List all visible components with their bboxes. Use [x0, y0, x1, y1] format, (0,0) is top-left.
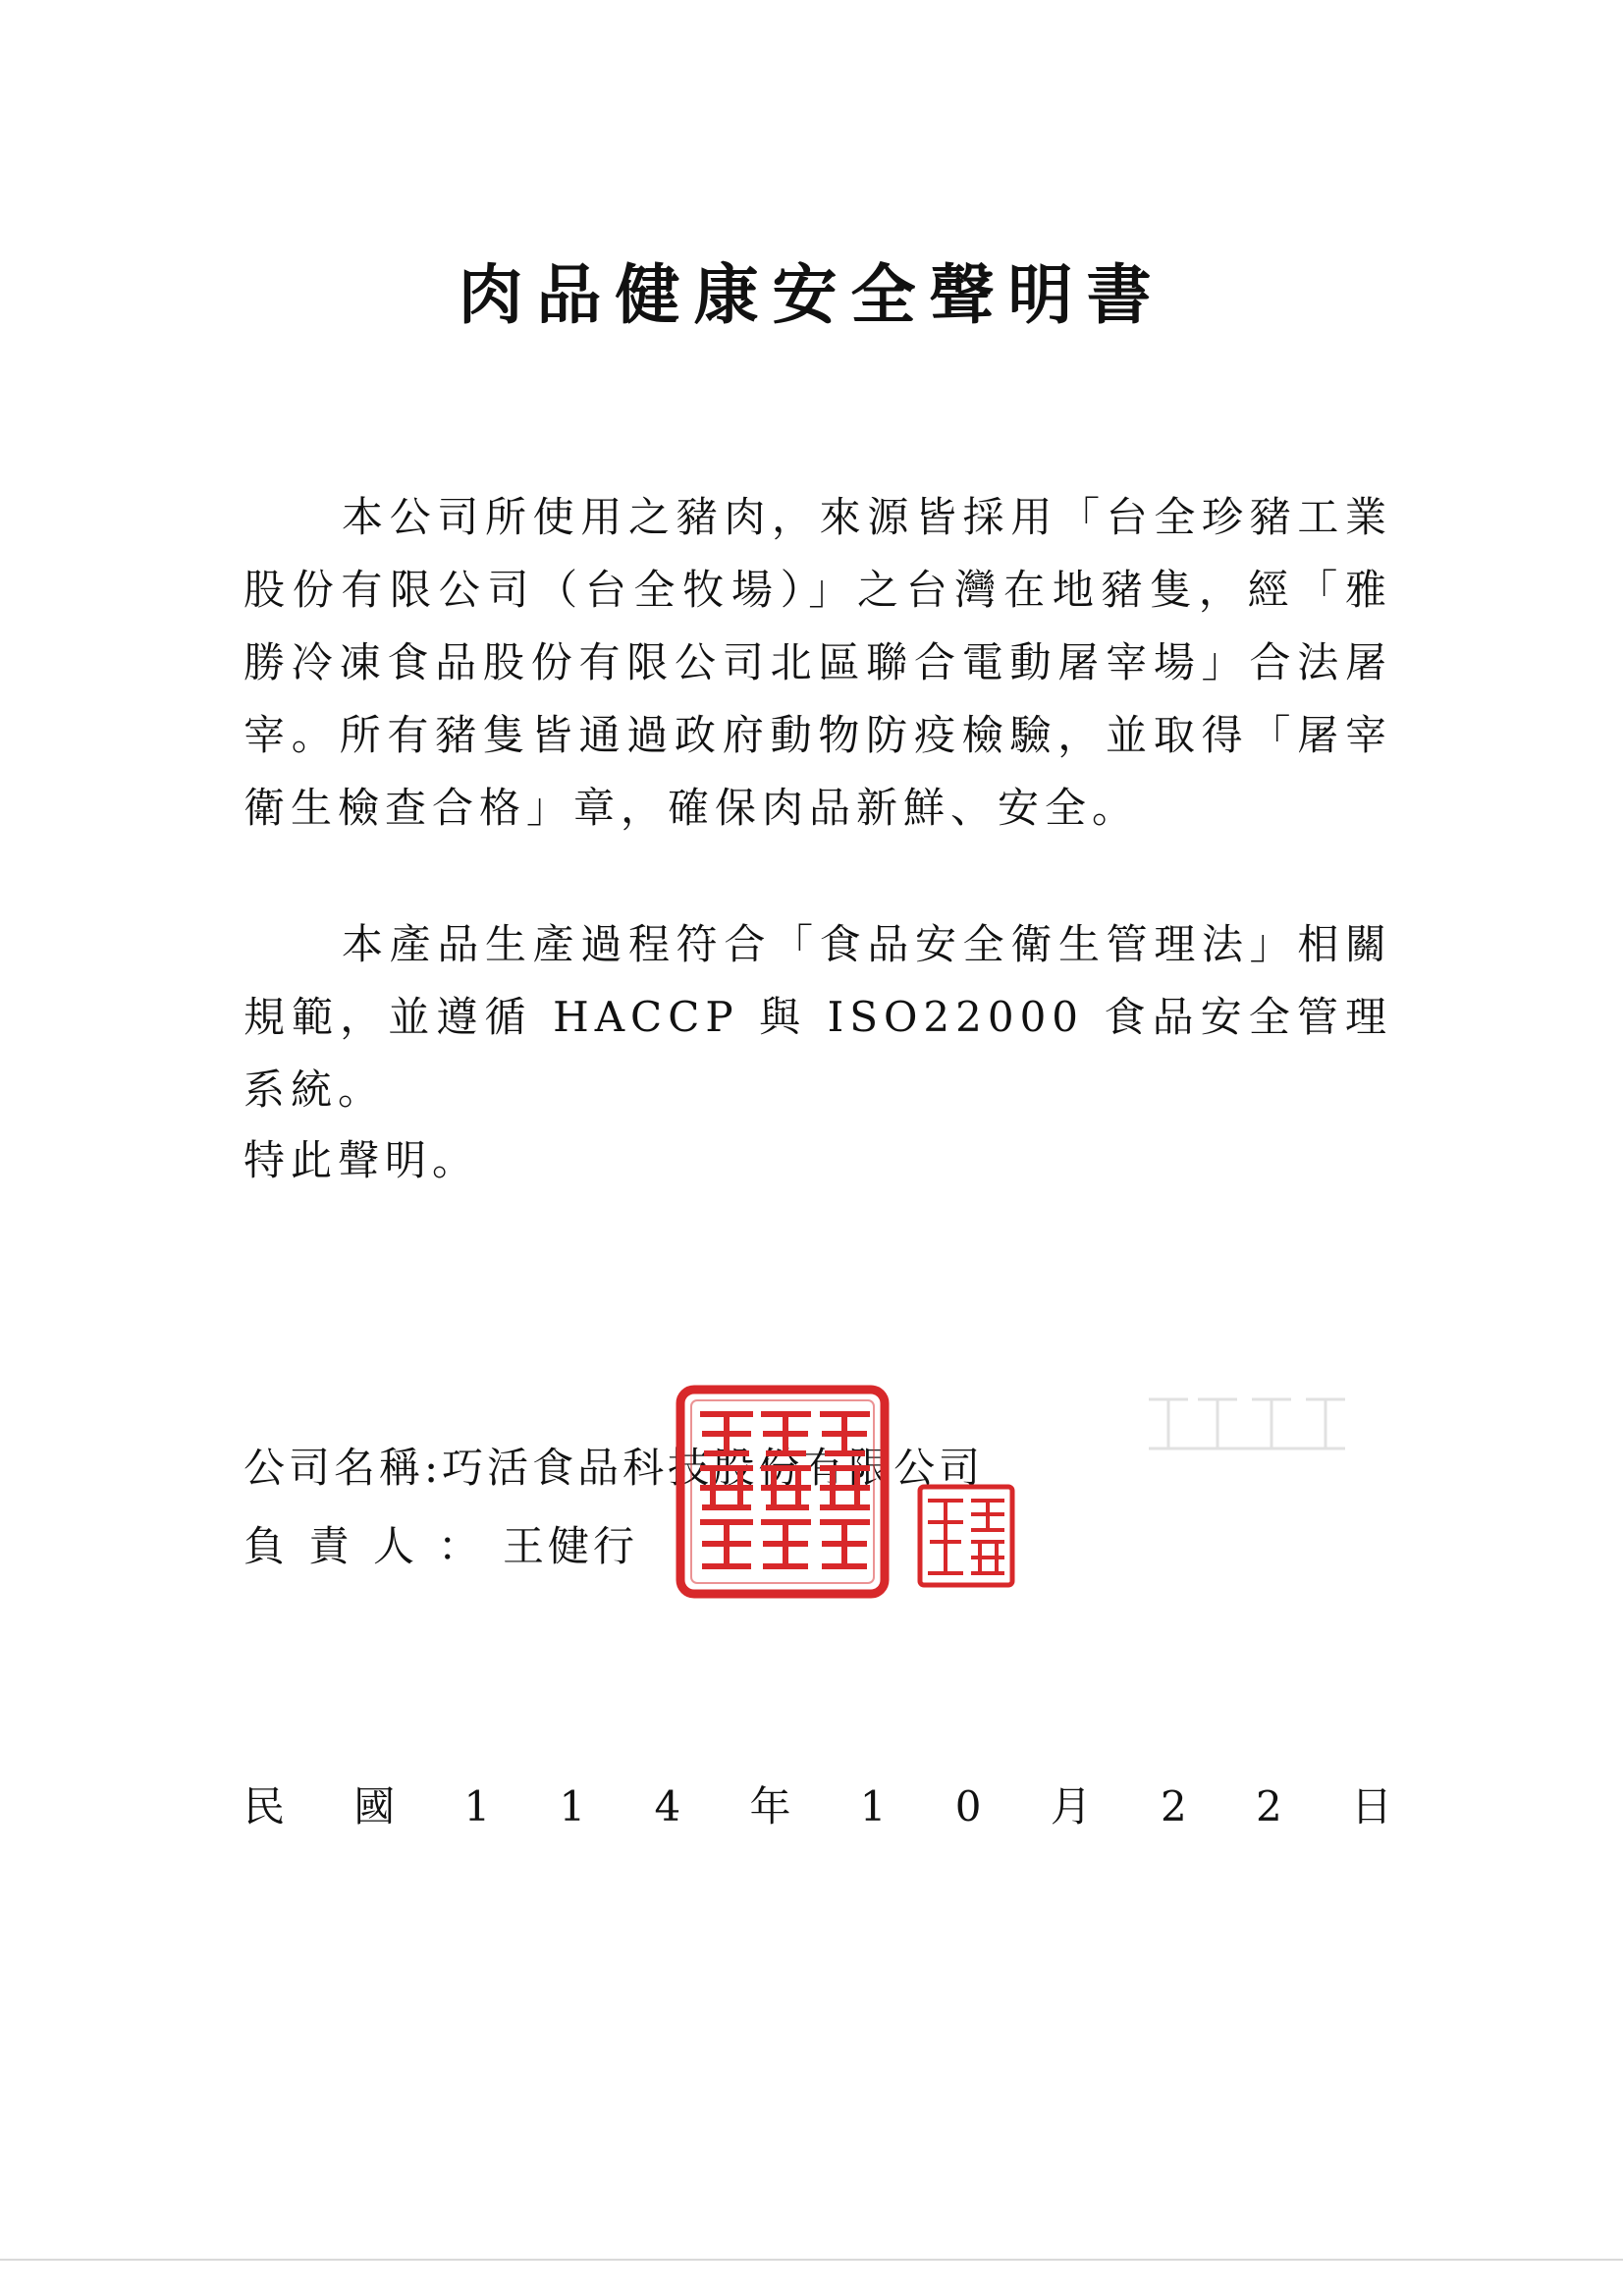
date-day-unit: 日 [1350, 1782, 1392, 1831]
responsible-person-seal-stamp [916, 1483, 1016, 1589]
responsible-person-value: 王健行 [503, 1522, 639, 1570]
date-year-digit-1: 1 [463, 1782, 491, 1831]
date-month-unit: 月 [1050, 1782, 1092, 1831]
date-month-digit-2: 0 [954, 1782, 982, 1831]
date-year-unit: 年 [749, 1782, 791, 1831]
company-name-value: 巧活食品科技股份有限公司 [442, 1444, 985, 1492]
date-year-digit-3: 4 [654, 1782, 681, 1831]
scan-bottom-edge [0, 2259, 1623, 2261]
issue-date [243, 1777, 1392, 1836]
date-year-digit-2: 1 [559, 1782, 586, 1831]
paragraph-pork-source: 本公司所使用之豬肉，來源皆採用「台全珍豬工業股份有限公司（台全牧場）」之台灣在地豬隻，經「雅勝冷凍食品股份有限公司北區聯合電動屠宰場」合法屠宰。所有豬隻皆通過政府動物防疫檢驗，並取得「屠宰衛生檢查合格」章，確保肉品新鮮、安全。 [243, 493, 1392, 832]
faint-bleed-through-mark [1139, 1380, 1365, 1468]
date-day-digit-2: 2 [1255, 1782, 1282, 1831]
date-day-digit-1: 2 [1160, 1782, 1187, 1831]
company-name-label: 公司名稱: [243, 1444, 443, 1492]
responsible-person-label: 負責人： [243, 1522, 504, 1570]
date-era-char-2: 國 [353, 1782, 396, 1831]
document-title: 肉品健康安全聲明書 [458, 256, 1165, 333]
date-month-digit-1: 1 [859, 1782, 887, 1831]
paragraph-food-safety-compliance: 本產品生產過程符合「食品安全衛生管理法」相關規範，並遵循 HACCP 與 ISO22000 食品安全管理系統。 [243, 920, 1392, 1114]
closing-statement: 特此聲明。 [243, 1136, 480, 1184]
date-era-char-1: 民 [243, 1782, 286, 1831]
responsible-person-line [243, 1517, 638, 1576]
company-seal-stamp [676, 1385, 890, 1599]
